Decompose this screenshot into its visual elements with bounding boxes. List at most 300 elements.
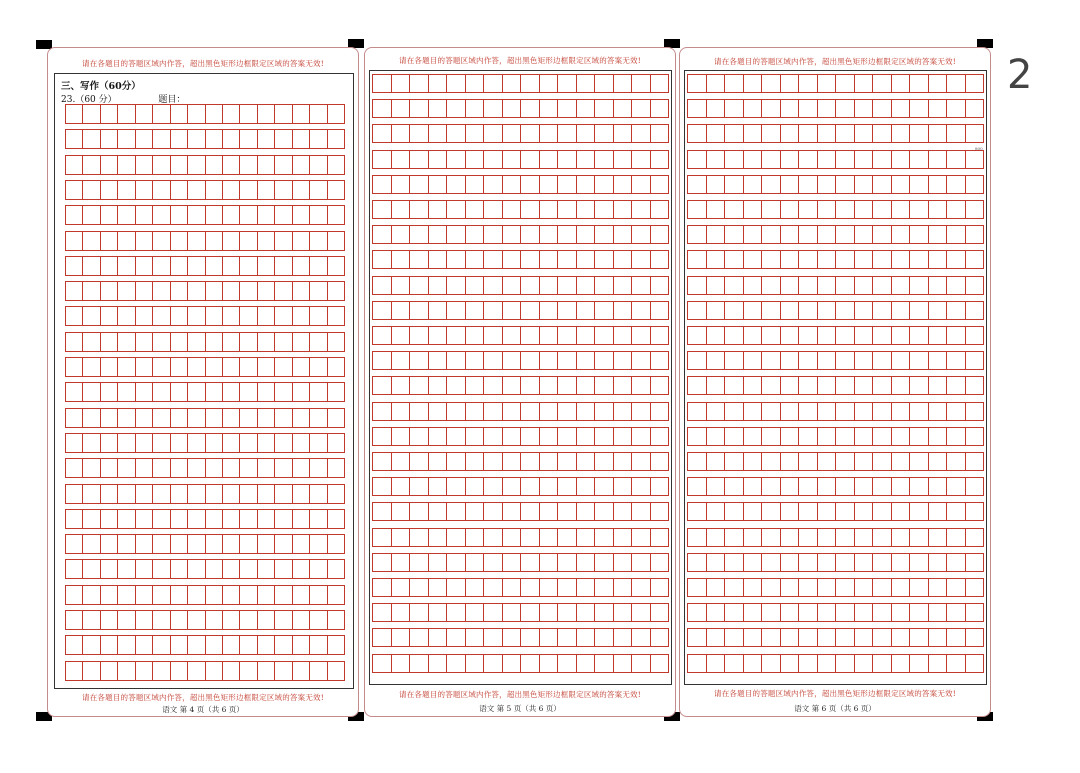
- grid-cell[interactable]: [484, 579, 503, 596]
- grid-cell[interactable]: [910, 428, 929, 445]
- grid-cell[interactable]: [136, 586, 153, 604]
- grid-cell[interactable]: [892, 604, 911, 621]
- grid-cell[interactable]: [799, 403, 818, 420]
- grid-cell[interactable]: [258, 105, 275, 123]
- grid-cell[interactable]: [153, 130, 170, 148]
- grid-cell[interactable]: [558, 302, 577, 319]
- grid-row[interactable]: [65, 382, 345, 402]
- grid-cell[interactable]: [577, 403, 596, 420]
- grid-cell[interactable]: [836, 629, 855, 646]
- grid-cell[interactable]: [484, 151, 503, 168]
- grid-cell[interactable]: [707, 327, 726, 344]
- grid-cell[interactable]: [892, 428, 911, 445]
- grid-cell[interactable]: [929, 629, 948, 646]
- grid-cell[interactable]: [688, 277, 707, 294]
- grid-cell[interactable]: [614, 655, 633, 672]
- grid-cell[interactable]: [781, 100, 800, 117]
- grid-cell[interactable]: [947, 176, 966, 193]
- grid-cell[interactable]: [83, 232, 100, 250]
- grid-cell[interactable]: [799, 478, 818, 495]
- grid-cell[interactable]: [466, 226, 485, 243]
- grid-cell[interactable]: [206, 662, 223, 680]
- grid-cell[interactable]: [328, 662, 344, 680]
- grid-cell[interactable]: [688, 453, 707, 470]
- grid-cell[interactable]: [929, 478, 948, 495]
- grid-row[interactable]: [65, 332, 345, 352]
- grid-cell[interactable]: [136, 282, 153, 300]
- grid-cell[interactable]: [818, 151, 837, 168]
- grid-cell[interactable]: [651, 377, 669, 394]
- grid-cell[interactable]: [595, 428, 614, 445]
- grid-cell[interactable]: [688, 655, 707, 672]
- grid-row[interactable]: [687, 477, 984, 496]
- grid-cell[interactable]: [651, 201, 669, 218]
- grid-cell[interactable]: [910, 327, 929, 344]
- grid-row[interactable]: [687, 351, 984, 370]
- grid-cell[interactable]: [206, 105, 223, 123]
- grid-cell[interactable]: [781, 277, 800, 294]
- grid-cell[interactable]: [447, 125, 466, 142]
- grid-cell[interactable]: [206, 485, 223, 503]
- grid-cell[interactable]: [855, 529, 874, 546]
- grid-row[interactable]: [687, 301, 984, 320]
- grid-cell[interactable]: [818, 579, 837, 596]
- grid-cell[interactable]: [206, 307, 223, 325]
- grid-cell[interactable]: [577, 75, 596, 92]
- grid-cell[interactable]: [614, 629, 633, 646]
- grid-cell[interactable]: [632, 403, 651, 420]
- grid-cell[interactable]: [503, 302, 522, 319]
- grid-cell[interactable]: [595, 75, 614, 92]
- grid-cell[interactable]: [484, 302, 503, 319]
- grid-cell[interactable]: [873, 100, 892, 117]
- grid-cell[interactable]: [466, 125, 485, 142]
- grid-cell[interactable]: [836, 226, 855, 243]
- grid-cell[interactable]: [240, 282, 257, 300]
- grid-row[interactable]: [687, 553, 984, 572]
- grid-cell[interactable]: [725, 629, 744, 646]
- grid-cell[interactable]: [373, 75, 392, 92]
- grid-cell[interactable]: [447, 201, 466, 218]
- grid-cell[interactable]: [101, 485, 118, 503]
- grid-cell[interactable]: [153, 206, 170, 224]
- grid-cell[interactable]: [447, 604, 466, 621]
- grid-cell[interactable]: [66, 459, 83, 477]
- grid-cell[interactable]: [855, 478, 874, 495]
- grid-cell[interactable]: [836, 579, 855, 596]
- grid-cell[interactable]: [101, 232, 118, 250]
- grid-cell[interactable]: [275, 636, 292, 654]
- grid-cell[interactable]: [503, 629, 522, 646]
- grid-cell[interactable]: [707, 655, 726, 672]
- grid-cell[interactable]: [725, 151, 744, 168]
- grid-cell[interactable]: [101, 307, 118, 325]
- grid-cell[interactable]: [171, 358, 188, 376]
- grid-cell[interactable]: [632, 226, 651, 243]
- grid-cell[interactable]: [688, 352, 707, 369]
- grid-cell[interactable]: [873, 277, 892, 294]
- grid-cell[interactable]: [540, 201, 559, 218]
- grid-cell[interactable]: [101, 358, 118, 376]
- grid-cell[interactable]: [447, 453, 466, 470]
- grid-cell[interactable]: [799, 226, 818, 243]
- grid-cell[interactable]: [521, 554, 540, 571]
- grid-cell[interactable]: [136, 156, 153, 174]
- grid-cell[interactable]: [855, 277, 874, 294]
- grid-row[interactable]: [372, 528, 669, 547]
- grid-cell[interactable]: [206, 459, 223, 477]
- grid-cell[interactable]: [223, 206, 240, 224]
- grid-cell[interactable]: [614, 201, 633, 218]
- grid-cell[interactable]: [521, 377, 540, 394]
- grid-cell[interactable]: [966, 125, 984, 142]
- grid-cell[interactable]: [892, 251, 911, 268]
- grid-row[interactable]: [65, 509, 345, 529]
- grid-cell[interactable]: [966, 403, 984, 420]
- grid-cell[interactable]: [447, 529, 466, 546]
- grid-cell[interactable]: [688, 302, 707, 319]
- grid-cell[interactable]: [466, 251, 485, 268]
- grid-cell[interactable]: [373, 377, 392, 394]
- grid-cell[interactable]: [892, 529, 911, 546]
- grid-cell[interactable]: [929, 503, 948, 520]
- grid-cell[interactable]: [392, 75, 411, 92]
- grid-cell[interactable]: [429, 100, 448, 117]
- grid-cell[interactable]: [258, 206, 275, 224]
- grid-row[interactable]: [372, 175, 669, 194]
- grid-cell[interactable]: [614, 277, 633, 294]
- grid-cell[interactable]: [947, 529, 966, 546]
- grid-cell[interactable]: [171, 434, 188, 452]
- grid-cell[interactable]: [466, 529, 485, 546]
- grid-cell[interactable]: [466, 579, 485, 596]
- grid-cell[interactable]: [781, 377, 800, 394]
- grid-cell[interactable]: [188, 662, 205, 680]
- grid-cell[interactable]: [818, 529, 837, 546]
- grid-cell[interactable]: [725, 277, 744, 294]
- grid-cell[interactable]: [688, 604, 707, 621]
- grid-cell[interactable]: [632, 503, 651, 520]
- grid-cell[interactable]: [947, 352, 966, 369]
- grid-cell[interactable]: [707, 629, 726, 646]
- grid-cell[interactable]: [466, 403, 485, 420]
- grid-cell[interactable]: [744, 75, 763, 92]
- grid-cell[interactable]: [240, 611, 257, 629]
- grid-cell[interactable]: [206, 206, 223, 224]
- grid-cell[interactable]: [540, 428, 559, 445]
- grid-cell[interactable]: [258, 586, 275, 604]
- grid-cell[interactable]: [558, 478, 577, 495]
- grid-cell[interactable]: [484, 453, 503, 470]
- grid-row[interactable]: [65, 635, 345, 655]
- grid-cell[interactable]: [206, 409, 223, 427]
- grid-cell[interactable]: [558, 201, 577, 218]
- grid-cell[interactable]: [910, 529, 929, 546]
- grid-cell[interactable]: [818, 201, 837, 218]
- grid-cell[interactable]: [632, 629, 651, 646]
- grid-cell[interactable]: [484, 428, 503, 445]
- grid-cell[interactable]: [484, 100, 503, 117]
- grid-cell[interactable]: [392, 554, 411, 571]
- grid-cell[interactable]: [188, 636, 205, 654]
- grid-cell[interactable]: [632, 579, 651, 596]
- grid-cell[interactable]: [429, 453, 448, 470]
- grid-cell[interactable]: [275, 105, 292, 123]
- grid-cell[interactable]: [136, 206, 153, 224]
- grid-cell[interactable]: [392, 629, 411, 646]
- grid-cell[interactable]: [118, 459, 135, 477]
- grid-cell[interactable]: [947, 327, 966, 344]
- grid-cell[interactable]: [836, 176, 855, 193]
- grid-cell[interactable]: [328, 257, 344, 275]
- grid-cell[interactable]: [781, 176, 800, 193]
- grid-cell[interactable]: [558, 377, 577, 394]
- grid-cell[interactable]: [966, 302, 984, 319]
- grid-cell[interactable]: [595, 554, 614, 571]
- grid-cell[interactable]: [310, 535, 327, 553]
- grid-cell[interactable]: [688, 503, 707, 520]
- grid-cell[interactable]: [873, 377, 892, 394]
- grid-cell[interactable]: [118, 333, 135, 351]
- grid-cell[interactable]: [744, 251, 763, 268]
- grid-cell[interactable]: [188, 333, 205, 351]
- grid-cell[interactable]: [947, 604, 966, 621]
- grid-cell[interactable]: [929, 277, 948, 294]
- grid-cell[interactable]: [310, 560, 327, 578]
- grid-row[interactable]: [65, 180, 345, 200]
- grid-cell[interactable]: [66, 409, 83, 427]
- grid-cell[interactable]: [947, 403, 966, 420]
- grid-cell[interactable]: [373, 226, 392, 243]
- grid-cell[interactable]: [410, 176, 429, 193]
- grid-cell[interactable]: [577, 226, 596, 243]
- grid-cell[interactable]: [101, 586, 118, 604]
- grid-cell[interactable]: [614, 176, 633, 193]
- grid-cell[interactable]: [206, 181, 223, 199]
- grid-cell[interactable]: [392, 226, 411, 243]
- grid-cell[interactable]: [855, 604, 874, 621]
- grid-cell[interactable]: [595, 579, 614, 596]
- grid-cell[interactable]: [595, 327, 614, 344]
- grid-cell[interactable]: [240, 560, 257, 578]
- grid-cell[interactable]: [929, 327, 948, 344]
- grid-cell[interactable]: [392, 503, 411, 520]
- grid-cell[interactable]: [240, 662, 257, 680]
- grid-cell[interactable]: [171, 636, 188, 654]
- grid-cell[interactable]: [632, 655, 651, 672]
- grid-cell[interactable]: [83, 307, 100, 325]
- grid-cell[interactable]: [206, 611, 223, 629]
- grid-cell[interactable]: [392, 302, 411, 319]
- grid-cell[interactable]: [258, 282, 275, 300]
- grid-cell[interactable]: [744, 352, 763, 369]
- grid-cell[interactable]: [328, 282, 344, 300]
- grid-cell[interactable]: [558, 428, 577, 445]
- grid-cell[interactable]: [799, 327, 818, 344]
- grid-cell[interactable]: [873, 503, 892, 520]
- grid-cell[interactable]: [595, 655, 614, 672]
- grid-cell[interactable]: [275, 130, 292, 148]
- grid-cell[interactable]: [651, 529, 669, 546]
- grid-cell[interactable]: [632, 251, 651, 268]
- grid-cell[interactable]: [503, 352, 522, 369]
- grid-cell[interactable]: [910, 277, 929, 294]
- grid-cell[interactable]: [136, 560, 153, 578]
- grid-cell[interactable]: [947, 377, 966, 394]
- grid-cell[interactable]: [373, 604, 392, 621]
- grid-cell[interactable]: [258, 181, 275, 199]
- grid-cell[interactable]: [223, 232, 240, 250]
- grid-cell[interactable]: [781, 629, 800, 646]
- grid-cell[interactable]: [651, 75, 669, 92]
- grid-cell[interactable]: [101, 409, 118, 427]
- grid-cell[interactable]: [595, 302, 614, 319]
- grid-cell[interactable]: [577, 352, 596, 369]
- grid-cell[interactable]: [725, 201, 744, 218]
- grid-cell[interactable]: [614, 226, 633, 243]
- grid-cell[interactable]: [153, 156, 170, 174]
- grid-cell[interactable]: [466, 655, 485, 672]
- grid-cell[interactable]: [258, 636, 275, 654]
- grid-cell[interactable]: [707, 604, 726, 621]
- grid-cell[interactable]: [136, 662, 153, 680]
- grid-cell[interactable]: [447, 655, 466, 672]
- grid-cell[interactable]: [429, 655, 448, 672]
- grid-cell[interactable]: [966, 604, 984, 621]
- grid-cell[interactable]: [484, 604, 503, 621]
- grid-row[interactable]: [65, 585, 345, 605]
- grid-cell[interactable]: [410, 226, 429, 243]
- grid-cell[interactable]: [725, 352, 744, 369]
- grid-cell[interactable]: [688, 377, 707, 394]
- grid-row[interactable]: [687, 452, 984, 471]
- grid-cell[interactable]: [762, 377, 781, 394]
- grid-cell[interactable]: [101, 560, 118, 578]
- grid-cell[interactable]: [275, 282, 292, 300]
- grid-row[interactable]: [372, 553, 669, 572]
- grid-cell[interactable]: [521, 403, 540, 420]
- grid-cell[interactable]: [171, 510, 188, 528]
- grid-cell[interactable]: [892, 302, 911, 319]
- grid-cell[interactable]: [744, 226, 763, 243]
- grid-row[interactable]: [372, 628, 669, 647]
- grid-cell[interactable]: [447, 327, 466, 344]
- grid-cell[interactable]: [521, 100, 540, 117]
- grid-cell[interactable]: [818, 629, 837, 646]
- grid-cell[interactable]: [947, 629, 966, 646]
- grid-cell[interactable]: [781, 453, 800, 470]
- grid-cell[interactable]: [595, 277, 614, 294]
- grid-cell[interactable]: [223, 130, 240, 148]
- grid-cell[interactable]: [66, 560, 83, 578]
- grid-row[interactable]: [687, 603, 984, 622]
- grid-cell[interactable]: [410, 579, 429, 596]
- grid-cell[interactable]: [429, 151, 448, 168]
- grid-cell[interactable]: [373, 125, 392, 142]
- grid-row[interactable]: [372, 477, 669, 496]
- grid-cell[interactable]: [966, 226, 984, 243]
- grid-cell[interactable]: [466, 201, 485, 218]
- grid-cell[interactable]: [392, 201, 411, 218]
- grid-cell[interactable]: [521, 201, 540, 218]
- grid-cell[interactable]: [223, 307, 240, 325]
- grid-cell[interactable]: [118, 130, 135, 148]
- grid-cell[interactable]: [855, 100, 874, 117]
- grid-cell[interactable]: [744, 428, 763, 445]
- grid-cell[interactable]: [947, 251, 966, 268]
- grid-cell[interactable]: [171, 232, 188, 250]
- grid-cell[interactable]: [688, 151, 707, 168]
- grid-cell[interactable]: [484, 629, 503, 646]
- grid-cell[interactable]: [258, 510, 275, 528]
- grid-cell[interactable]: [118, 383, 135, 401]
- grid-cell[interactable]: [707, 503, 726, 520]
- grid-cell[interactable]: [136, 409, 153, 427]
- grid-row[interactable]: [687, 225, 984, 244]
- grid-cell[interactable]: [188, 181, 205, 199]
- grid-cell[interactable]: [258, 535, 275, 553]
- grid-cell[interactable]: [614, 503, 633, 520]
- grid-cell[interactable]: [707, 251, 726, 268]
- grid-cell[interactable]: [521, 327, 540, 344]
- grid-cell[interactable]: [118, 611, 135, 629]
- grid-cell[interactable]: [707, 277, 726, 294]
- grid-cell[interactable]: [503, 100, 522, 117]
- grid-cell[interactable]: [328, 206, 344, 224]
- grid-row[interactable]: [687, 250, 984, 269]
- grid-cell[interactable]: [484, 327, 503, 344]
- grid-cell[interactable]: [328, 333, 344, 351]
- grid-cell[interactable]: [707, 579, 726, 596]
- grid-cell[interactable]: [762, 604, 781, 621]
- grid-cell[interactable]: [101, 206, 118, 224]
- grid-cell[interactable]: [188, 586, 205, 604]
- grid-cell[interactable]: [873, 579, 892, 596]
- grid-cell[interactable]: [855, 201, 874, 218]
- grid-cell[interactable]: [725, 579, 744, 596]
- grid-cell[interactable]: [595, 125, 614, 142]
- grid-cell[interactable]: [558, 352, 577, 369]
- grid-cell[interactable]: [614, 478, 633, 495]
- grid-cell[interactable]: [447, 377, 466, 394]
- grid-cell[interactable]: [484, 226, 503, 243]
- grid-cell[interactable]: [466, 554, 485, 571]
- grid-cell[interactable]: [744, 554, 763, 571]
- grid-row[interactable]: [372, 427, 669, 446]
- grid-cell[interactable]: [818, 100, 837, 117]
- grid-cell[interactable]: [153, 535, 170, 553]
- grid-row[interactable]: [65, 534, 345, 554]
- grid-cell[interactable]: [799, 604, 818, 621]
- grid-cell[interactable]: [910, 151, 929, 168]
- grid-cell[interactable]: [373, 302, 392, 319]
- grid-cell[interactable]: [836, 352, 855, 369]
- grid-cell[interactable]: [540, 302, 559, 319]
- grid-cell[interactable]: [503, 529, 522, 546]
- grid-cell[interactable]: [293, 434, 310, 452]
- grid-cell[interactable]: [293, 358, 310, 376]
- grid-cell[interactable]: [188, 282, 205, 300]
- grid-cell[interactable]: [275, 156, 292, 174]
- grid-cell[interactable]: [293, 611, 310, 629]
- grid-cell[interactable]: [595, 352, 614, 369]
- grid-cell[interactable]: [373, 655, 392, 672]
- grid-cell[interactable]: [66, 333, 83, 351]
- grid-cell[interactable]: [466, 277, 485, 294]
- grid-cell[interactable]: [171, 130, 188, 148]
- grid-cell[interactable]: [781, 75, 800, 92]
- grid-cell[interactable]: [153, 485, 170, 503]
